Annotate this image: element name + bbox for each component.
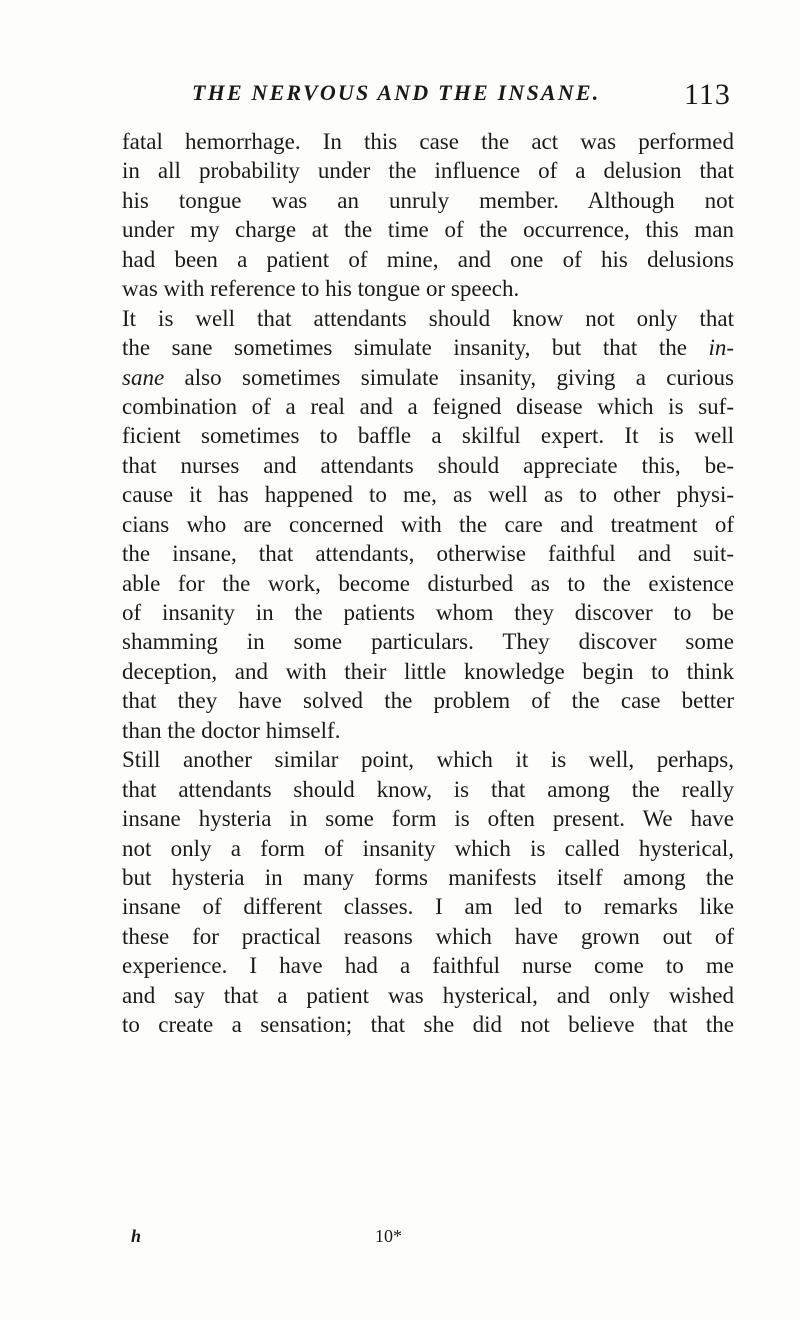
text-span: also sometimes simulate insanity, giving a curious [164,364,734,390]
text-line: under my charge at the time of the occurrence, this man [122,217,734,243]
text-line: his tongue was an unruly member. Although not [122,187,734,213]
text-line: combination of a real and a feigned disease which is suf- [122,393,734,419]
signature-mark: h [131,1226,142,1246]
text-line: It is well that attendants should know not only that [122,305,734,331]
text-line: shamming in some particulars. They discover some [122,629,734,655]
text-line: insane of different classes. I am led to remarks like [122,894,734,920]
page-footer [0,1226,800,1256]
page-number: 113 [684,78,731,111]
text-line: able for the work, become disturbed as to the existence [122,570,734,596]
running-head [0,76,800,116]
text-span: the sane sometimes simulate insanity, but that the [122,335,709,361]
text-line: ficient sometimes to baffle a skilful expert. It is well [122,423,734,449]
text-line: cians who are concerned with the care and treatment of [122,511,734,537]
italic-word: in- [708,335,734,361]
text-line: fatal hemorrhage. In this case the act was performed [122,129,734,154]
text-line: experience. I have had a faithful nurse come to me [122,953,734,979]
text-line: these for practical reasons which have grown out of [122,923,734,949]
text-line: but hysteria in many forms manifests itself among the [122,864,734,890]
text-line: was with reference to his tongue or speech. [122,276,520,302]
text-line: than the doctor himself. [122,717,341,743]
text-line: cause it has happened to me, as well as to other physi- [122,482,734,508]
text-line: not only a form of insanity which is called hysterical, [122,835,734,861]
running-title: THE NERVOUS AND THE INSANE. [192,80,601,105]
text-line: in all probability under the influence of a delusion that [122,158,734,184]
text-line: deception, and with their little knowledge begin to think [122,658,734,684]
text-line [122,363,734,392]
text-line: to create a sensation; that she did not believe that the [122,1012,734,1038]
text-line [122,333,734,362]
text-line: of insanity in the patients whom they discover to be [122,600,734,625]
text-line: Still another similar point, which it is well, perhaps, [122,747,734,773]
gathering-mark: 10* [375,1226,402,1246]
text-line: and say that a patient was hysterical, and only wished [122,982,734,1008]
text-line: had been a patient of mine, and one of his delusions [122,246,734,272]
text-line: that attendants should know, is that among the really [122,776,734,802]
body-text [122,127,734,1040]
text-line: the insane, that attendants, otherwise faithful and suit- [122,541,734,567]
text-line: insane hysteria in some form is often present. We have [122,806,734,832]
text-line: that nurses and attendants should appreciate this, be- [122,452,734,478]
italic-word: sane [122,364,165,390]
text-line: that they have solved the problem of the case better [122,688,734,714]
